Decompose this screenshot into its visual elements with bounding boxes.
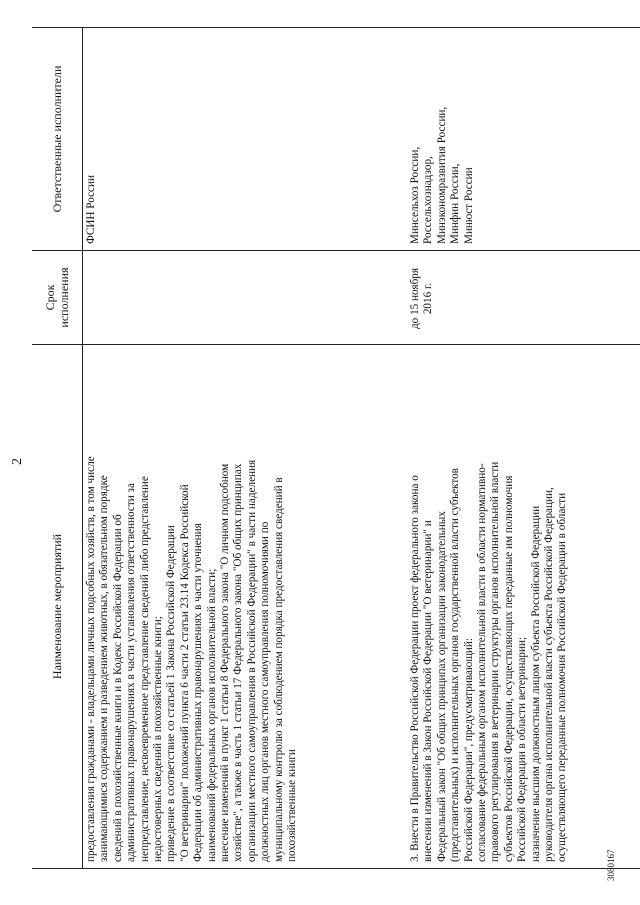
text-line: внесении изменений в Закон Российской Федерации "О ветеринарии" и: [422, 520, 435, 862]
text-line: Российской Федерации в области ветеринарии;: [516, 636, 529, 862]
text-line: назначение высшим должностным лицом субъекта Российской Федерации: [529, 505, 542, 862]
measures-table: [32, 27, 640, 869]
header-term-line1: Срок: [43, 284, 57, 311]
term-cell: [83, 251, 404, 345]
text-line: осуществляющего переданные полномочия Российской Федерации в области: [556, 492, 569, 862]
text-line: ФСИН России: [85, 175, 97, 244]
text-line: непредставление, несвоевременное представление сведений либо представление: [138, 476, 151, 862]
text-line: наименований федеральных органов исполнительной власти;: [205, 568, 218, 862]
text-line: сведений в похозяйственные книги и в Кодекс Российской Федерации об: [111, 514, 124, 862]
text-line: занимающимися содержанием и разведением животных, в обязательном порядке: [98, 475, 111, 862]
table-header-row: [32, 28, 83, 869]
header-name: Наименование мероприятий: [32, 345, 83, 869]
text-line: приведение в соответствие со статьей 1 Закона Российской Федерации: [165, 525, 178, 862]
header-term: [32, 251, 83, 345]
text-line: Россельхознадзор,: [422, 156, 435, 244]
text-line: "О ветеринарии" положений пункта 6 части 2 статьи 23.14 Кодекса Российской: [178, 484, 191, 862]
text-line: Федерации об административных правонарушениях в части уточнения: [192, 523, 205, 862]
term-cell: [403, 251, 640, 345]
text-line: организации местного самоуправления в Российской Федерации" в части наделения: [245, 459, 258, 862]
text-line: руководителя органа исполнительной власти субъекта Российской Федерации,: [543, 487, 556, 862]
measure-cell: [83, 345, 404, 869]
responsible-cell: [403, 28, 640, 251]
text-line: административных правонарушениях в части установления ответственности за: [125, 483, 138, 862]
page-number: 2: [10, 458, 25, 465]
text-line: Минэкономразвития России,: [435, 106, 448, 244]
text-line: муниципальному контролю за соблюдением порядка предоставления сведений в: [272, 477, 285, 862]
table-row: [403, 28, 640, 869]
measure-cell: [403, 345, 640, 869]
text-line: Минфин России,: [449, 163, 462, 244]
text-line: внесение изменений в пункт 1 статьи 8 Федерального закона "О личном подсобном: [219, 463, 232, 862]
text-line: предоставления гражданами - владельцами личных подсобных хозяйств, в том числе: [85, 456, 97, 862]
responsible-cell: [83, 28, 404, 251]
text-line: до 15 ноября: [409, 268, 421, 330]
text-line: 2016 г.: [422, 282, 435, 315]
text-line: должностных лиц органов местного самоуправления полномочиями по: [259, 521, 272, 862]
header-term-line2: исполнения: [57, 267, 71, 328]
header-responsible: Ответственные исполнители: [32, 28, 83, 251]
text-line: правового регулирования в ветеринарии структуры органов исполнительной власти: [489, 461, 502, 862]
table-row: [83, 28, 404, 869]
text-line: хозяйстве", а также в часть 1 статьи 17 Федерального закона "Об общих принципах: [232, 463, 245, 862]
document-id: 3080167: [606, 849, 616, 881]
text-line: согласование федеральным органом исполнительной власти в области нормативно-: [476, 463, 489, 862]
text-line: Минсельхоз России,: [409, 146, 421, 244]
text-line: похозяйственные книги: [286, 749, 299, 862]
text-line: недостоверных сведений в похозяйственные книги;: [152, 616, 165, 862]
text-line: (представительных) и исполнительных органов государственной власти субъектов: [449, 468, 462, 862]
text-line: Федеральный закон "Об общих принципах организации законодательных: [435, 511, 448, 862]
text-line: Российской Федерации", предусматривающий:: [462, 637, 475, 862]
text-line: субъектов Российской Федерации, осуществляющих переданные им полномочия: [502, 475, 515, 862]
text-line: Минюст России: [462, 167, 475, 244]
text-line: 3. Внести в Правительство Российской Федерации проект федерального закона о: [409, 475, 421, 862]
